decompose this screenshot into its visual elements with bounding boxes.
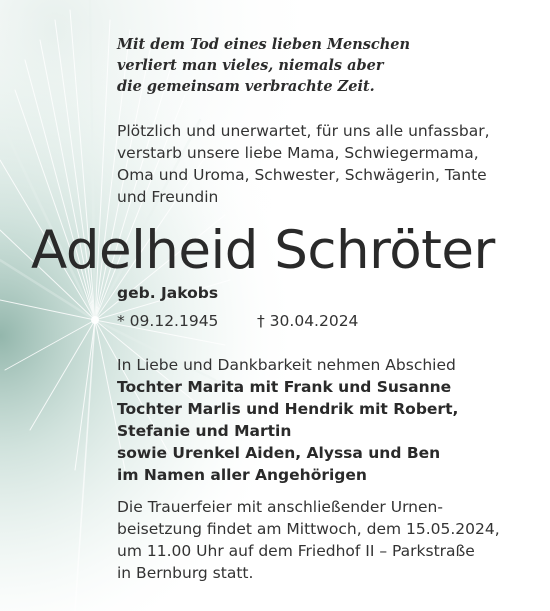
intro-line: verstarb unsere liebe Mama, Schwiegermama, bbox=[117, 144, 479, 162]
intro-line: und Freundin bbox=[117, 188, 219, 206]
mourner-line: im Namen aller Angehörigen bbox=[117, 466, 367, 484]
intro-line: Oma und Uroma, Schwester, Schwägerin, Tante bbox=[117, 166, 487, 184]
quote-line: Mit dem Tod eines lieben Menschen bbox=[117, 36, 411, 53]
mourner-line: Tochter Marlis und Hendrik mit Robert, bbox=[117, 400, 459, 418]
mourner-line: Stefanie und Martin bbox=[117, 422, 292, 440]
funeral-line: um 11.00 Uhr auf dem Friedhof II – Parkstraße bbox=[117, 542, 475, 560]
quote-line: verliert man vieles, niemals aber bbox=[117, 57, 384, 74]
maiden-name: geb. Jakobs bbox=[117, 284, 219, 302]
intro-line: Plötzlich und unerwartet, für uns alle unfassbar, bbox=[117, 122, 490, 140]
mourners-intro: In Liebe und Dankbarkeit nehmen Abschied bbox=[117, 356, 456, 374]
birth-date: * 09.12.1945 bbox=[117, 312, 219, 330]
mourner-line: sowie Urenkel Aiden, Alyssa und Ben bbox=[117, 444, 441, 462]
deceased-name: Adelheid Schröter bbox=[31, 220, 495, 281]
funeral-line: beisetzung findet am Mittwoch, dem 15.05.2024, bbox=[117, 520, 500, 538]
quote-line: die gemeinsam verbrachte Zeit. bbox=[117, 78, 375, 95]
funeral-line: in Bernburg statt. bbox=[117, 564, 254, 582]
death-date: † 30.04.2024 bbox=[257, 312, 359, 330]
funeral-line: Die Trauerfeier mit anschließender Urnen- bbox=[117, 498, 443, 516]
mourner-line: Tochter Marita mit Frank und Susanne bbox=[117, 378, 452, 396]
